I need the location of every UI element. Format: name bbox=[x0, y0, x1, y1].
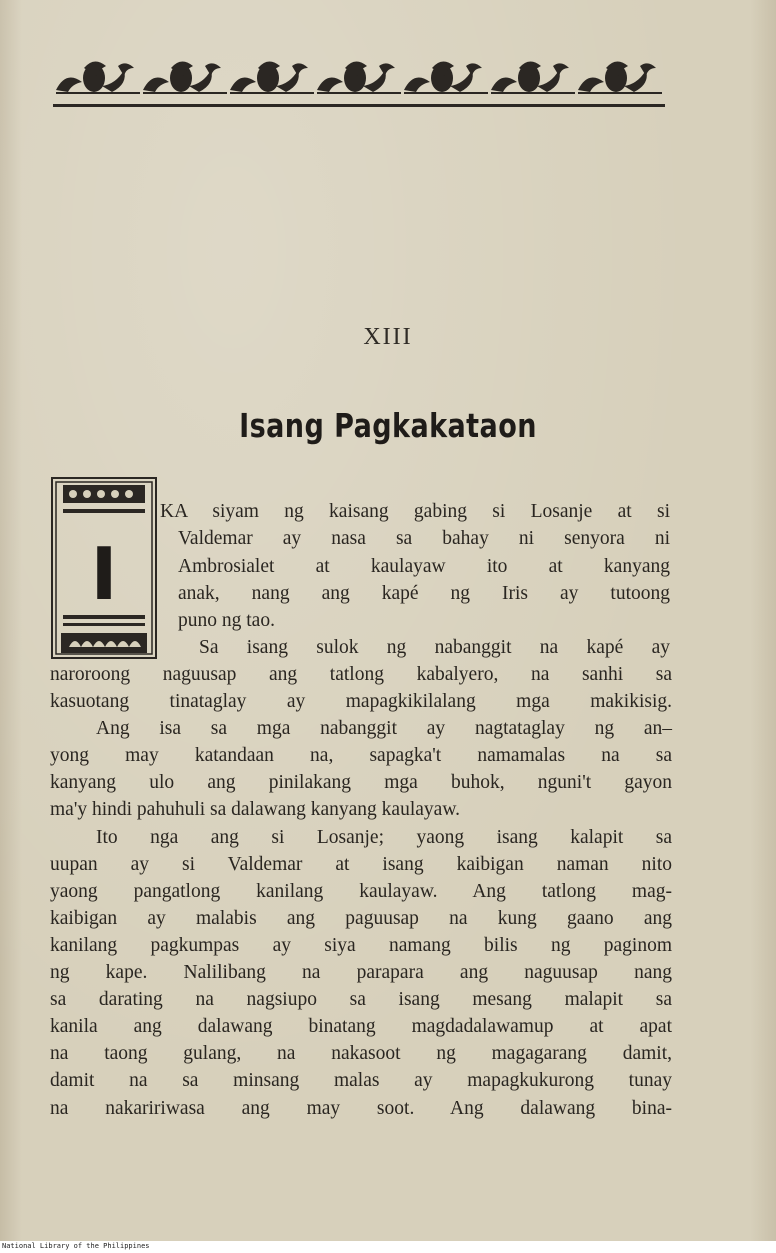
ornament-motif bbox=[491, 61, 575, 94]
body-line: Valdemar ay nasa sa bahay ni senyora ni bbox=[178, 528, 670, 549]
body-line: naroroong naguusap ang tatlong kabalyero, na sanhi sa bbox=[50, 664, 672, 685]
body-line: na nakaririwasa ang may soot. Ang dalawang bina- bbox=[50, 1098, 672, 1119]
body-line: KA siyam ng kaisang gabing si Losanje at si bbox=[160, 501, 670, 522]
body-line: kasuotang tinataglay ay mapagkikilalang mga makikisig. bbox=[50, 691, 672, 712]
ornament-motif bbox=[56, 61, 140, 94]
body-line: kanilang pagkumpas ay siya namang bilis ng paginom bbox=[50, 935, 672, 956]
chapter-number: XIII bbox=[363, 324, 413, 350]
body-line: Ang isa sa mga nabanggit ay nagtataglay ng an– bbox=[96, 718, 672, 739]
chapter-title: Isang Pagkakataon bbox=[239, 406, 537, 445]
footer-credit: National Library of the Philippines bbox=[2, 1242, 150, 1250]
ornament-motif bbox=[143, 61, 227, 94]
body-line: uupan ay si Valdemar at isang kaibigan naman nito bbox=[50, 854, 672, 875]
body-line: damit na sa minsang malas ay mapagkukurong tunay bbox=[50, 1070, 672, 1091]
ornament-motif bbox=[230, 61, 314, 94]
body-line: Ambrosialet at kaulayaw ito at kanyang bbox=[178, 556, 670, 577]
body-line: kanila ang dalawang binatang magdadalawamup at apat bbox=[50, 1016, 672, 1037]
body-line: sa darating na nagsiupo sa isang mesang malapit sa bbox=[50, 989, 672, 1010]
body-line: ng kape. Nalilibang na parapara ang naguusap nang bbox=[50, 962, 672, 983]
body-line: yaong pangatlong kanilang kaulayaw. Ang tatlong mag- bbox=[50, 881, 672, 902]
body-line: kaibigan ay malabis ang paguusap na kung gaano ang bbox=[50, 908, 672, 929]
ornament-motif bbox=[578, 61, 662, 94]
body-line: na taong gulang, na nakasoot ng magagarang damit, bbox=[50, 1043, 672, 1064]
body-line: kanyang ulo ang pinilakang mga buhok, nguni't gayon bbox=[50, 772, 672, 793]
body-line: anak, nang ang kapé ng Iris ay tutoong bbox=[178, 583, 670, 604]
body-line: Ito nga ang si Losanje; yaong isang kalapit sa bbox=[96, 827, 672, 848]
body-line: Sa isang sulok ng nabanggit na kapé ay bbox=[199, 637, 670, 658]
drop-cap-letter: I bbox=[90, 532, 118, 616]
body-line: ma'y hindi pahuhuli sa dalawang kanyang kaulayaw. bbox=[50, 799, 461, 820]
ornament-motif bbox=[317, 61, 401, 94]
floral-header-ornament bbox=[50, 52, 668, 108]
body-line: yong may katandaan na, sapagka't namamalas na sa bbox=[50, 745, 672, 766]
ornament-motif bbox=[404, 61, 488, 94]
body-line: puno ng tao. bbox=[178, 610, 275, 631]
decorative-drop-cap bbox=[51, 477, 157, 659]
